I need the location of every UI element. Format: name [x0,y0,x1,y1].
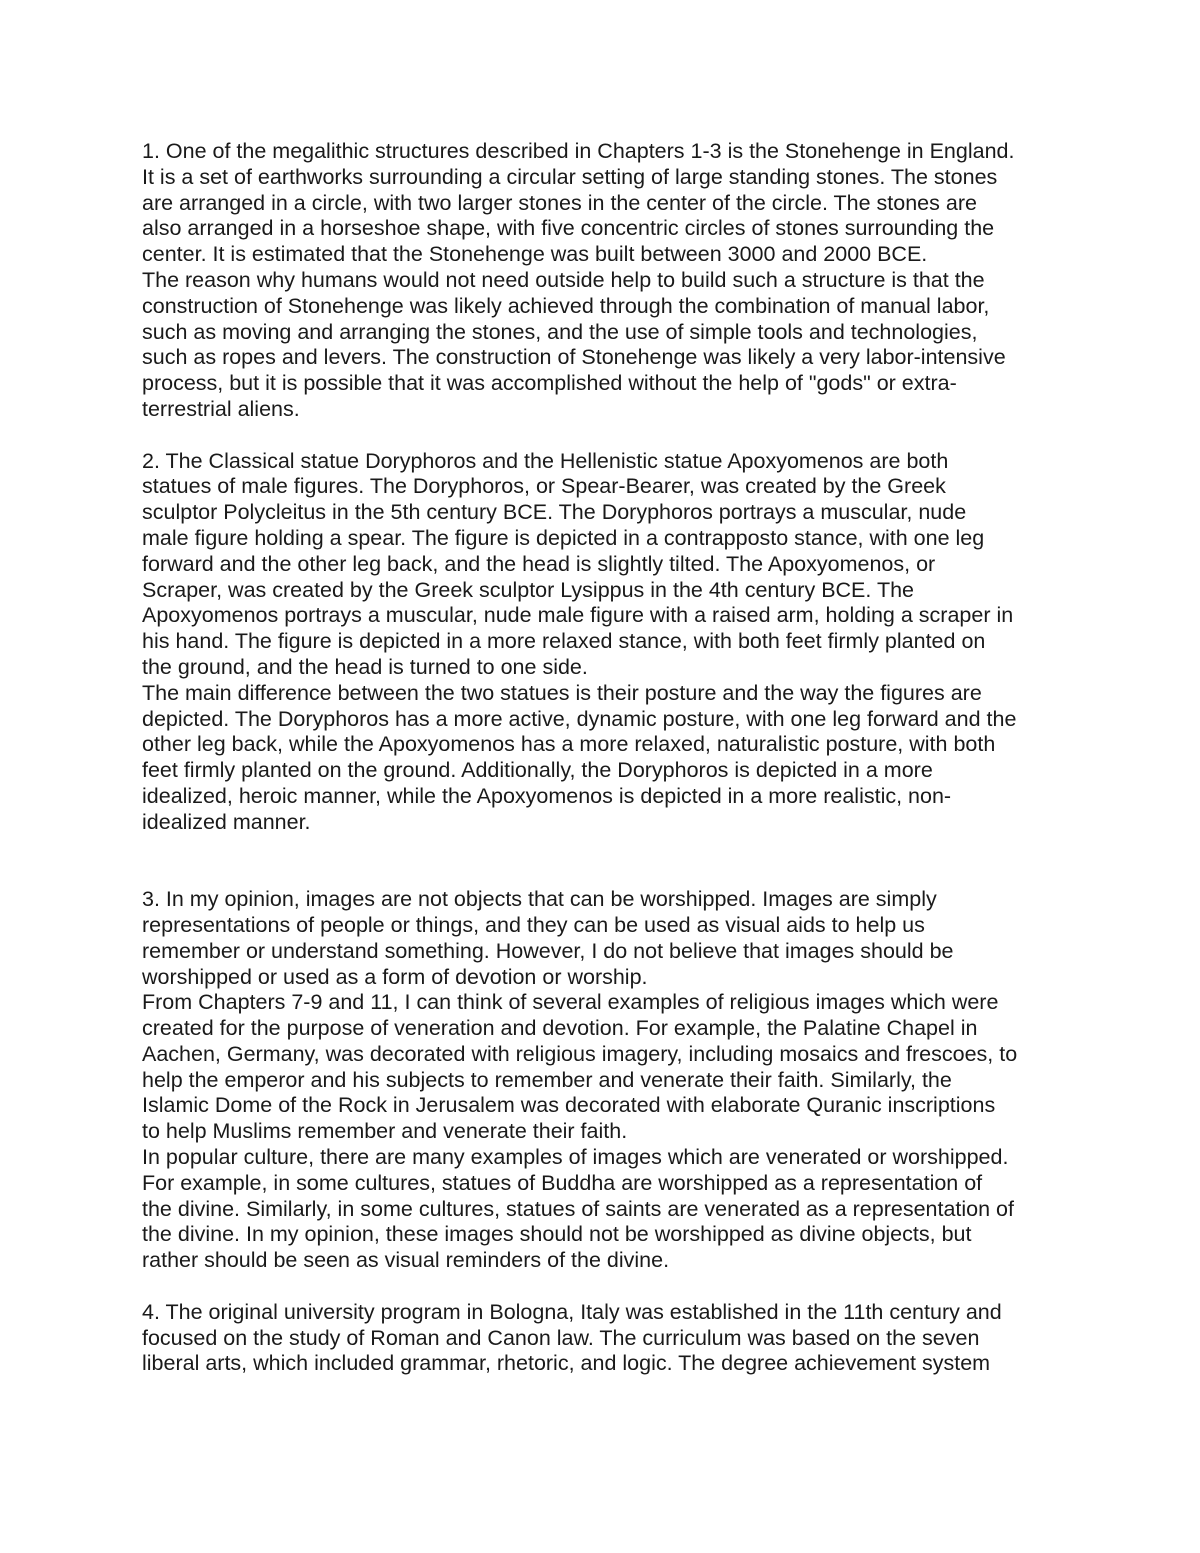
paragraph-stonehenge-description: 1. One of the megalithic structures described in Chapters 1-3 is the Stonehenge in England. It is a set of earthworks surrounding a circular setting of large standing stones. The stones are arranged in a circle, with two larger stones in the center of the circle. The stones are also arranged in a horseshoe shape, with five concentric circles of stones surrounding the center. It is estimated that the Stonehenge was built between 3000 and 2000 BCE. [142,139,1015,267]
section-statues [142,449,1072,836]
paragraph-stonehenge-construction: The reason why humans would not need outside help to build such a structure is that the construction of Stonehenge was likely achieved through the combination of manual labor, such as moving and arranging the stones, and the use of simple tools and technologies, such as ropes and levers. The construction of Stonehenge was likely a very labor-intensive process, but it is possible that it was accomplished without the help of "gods" or extra- terrestrial aliens. [142,267,1006,421]
paragraph-religious-images: From Chapters 7-9 and 11, I can think of several examples of religious images which were created for the purpose of veneration and devotion. For example, the Palatine Chapel in Aachen, Germany, was decorated with religious imagery, including mosaics and frescoes, to help the emperor and his subjects to remember and venerate their faith. Similarly, the Islamic Dome of the Rock in Jerusalem was decorated with elaborate Quranic inscriptions to help Muslims remember and venerate their faith. [142,990,1018,1144]
paragraph-popular-culture: In popular culture, there are many examples of images which are venerated or worshipped. For example, in some cultures, statues of Buddha are worshipped as a representation of the divine. Similarly, in some cultures, statues of saints are venerated as a representation of the divine. In my opinion, these images should not be worshipped as divine objects, but rather should be seen as visual reminders of the divine. [142,1145,1014,1273]
paragraph-images-opinion: 3. In my opinion, images are not objects that can be worshipped. Images are simply representations of people or things, and they can be used as visual aids to help us remember or understand something. However, I do not believe that images should be worshipped or used as a form of devotion or worship. [142,887,954,989]
section-images-worship [142,887,1072,1274]
paragraph-statues-description: 2. The Classical statue Doryphoros and the Hellenistic statue Apoxyomenos are both statues of male figures. The Doryphoros, or Spear-Bearer, was created by the Greek sculptor Polycleitus in the 5th century BCE. The Doryphoros portrays a muscular, nude male figure holding a spear. The figure is depicted in a contrapposto stance, with one leg forward and the other leg back, and the head is slightly tilted. The Apoxyomenos, or Scraper, was created by the Greek sculptor Lysippus in the 4th century BCE. The Apoxyomenos portrays a muscular, nude male figure with a raised arm, holding a scraper in his hand. The figure is depicted in a more relaxed stance, with both feet firmly planted on the ground, and the head is turned to one side. [142,448,1014,679]
section-spacer [142,836,1072,888]
section-spacer [142,423,1072,449]
paragraph-statues-difference: The main difference between the two statues is their posture and the way the figures are depicted. The Doryphoros has a more active, dynamic posture, with one leg forward and the other leg back, while the Apoxyomenos has a more relaxed, naturalistic posture, with both feet firmly planted on the ground. Additionally, the Doryphoros is depicted in a more idealized, heroic manner, while the Apoxyomenos is depicted in a more realistic, non- idealized manner. [142,680,1017,834]
section-bologna [142,1300,1072,1377]
document-page [142,139,1072,1377]
paragraph-bologna-university: 4. The original university program in Bologna, Italy was established in the 11th century and focused on the study of Roman and Canon law. The curriculum was based on the seven liberal arts, which included grammar, rhetoric, and logic. The degree achievement system [142,1299,1002,1376]
section-spacer [142,1274,1072,1300]
section-stonehenge [142,139,1072,423]
